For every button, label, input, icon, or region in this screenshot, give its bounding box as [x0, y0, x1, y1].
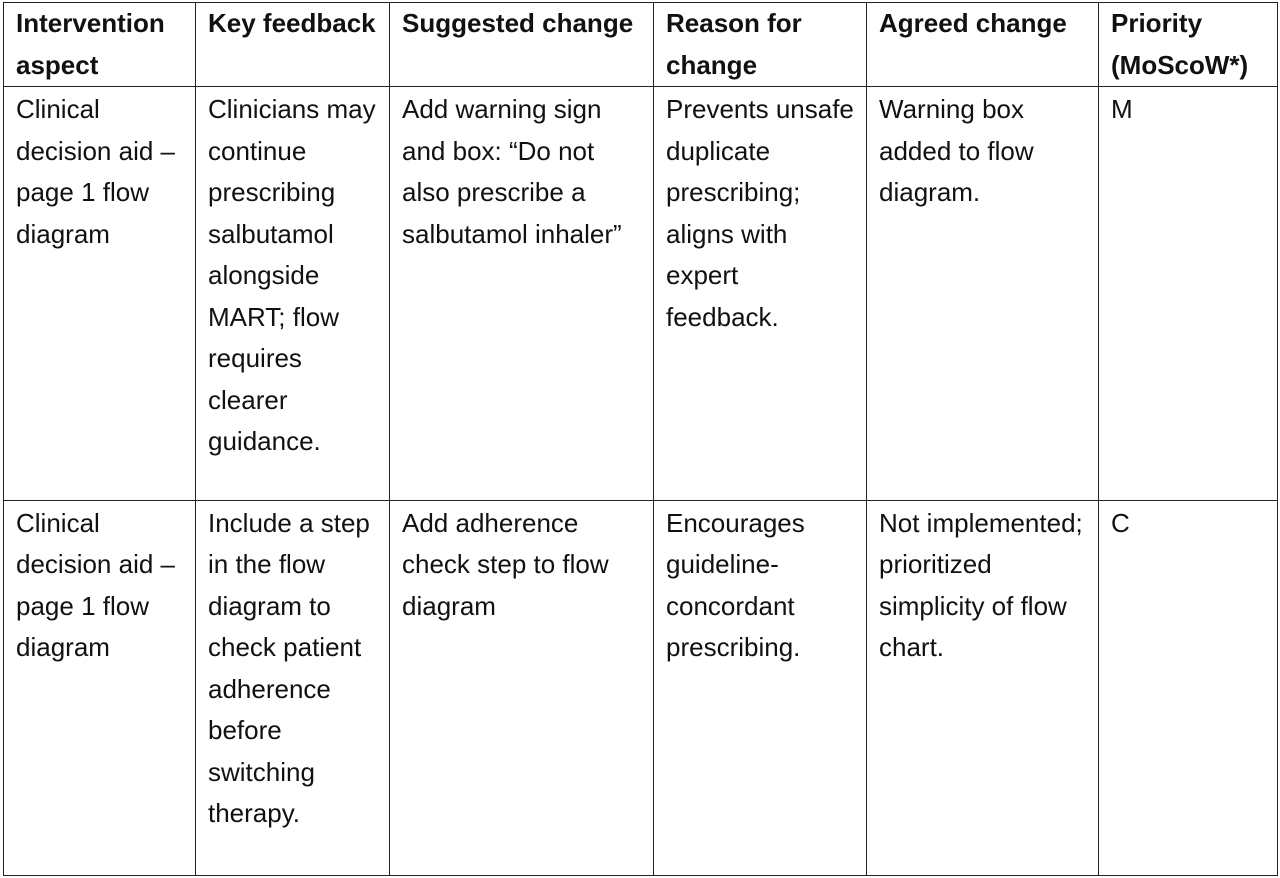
cell-priority: C: [1099, 500, 1278, 875]
header-reason-for-change: Reason for change: [654, 3, 867, 87]
cell-reason-for-change: Prevents unsafe duplicate prescribing; aligns with expert feedback.: [654, 87, 867, 501]
table-row: [4, 500, 1278, 875]
cell-intervention-aspect: Clinical decision aid – page 1 flow diagram: [4, 87, 196, 501]
feedback-table: [3, 2, 1278, 876]
cell-intervention-aspect: Clinical decision aid – page 1 flow diagram: [4, 500, 196, 875]
header-row: [4, 3, 1278, 87]
cell-key-feedback: Include a step in the flow diagram to check patient adherence before switching therapy.: [196, 500, 390, 875]
header-priority: Priority (MoScoW*): [1099, 3, 1278, 87]
cell-key-feedback: Clinicians may continue prescribing salbutamol alongside MART; flow requires clearer guidance.: [196, 87, 390, 501]
cell-priority: M: [1099, 87, 1278, 501]
header-intervention-aspect: Intervention aspect: [4, 3, 196, 87]
cell-suggested-change: Add warning sign and box: “Do not also prescribe a salbutamol inhaler”: [390, 87, 654, 501]
cell-agreed-change: Not implemented; prioritized simplicity of flow chart.: [867, 500, 1099, 875]
cell-agreed-change: Warning box added to flow diagram.: [867, 87, 1099, 501]
cell-suggested-change: Add adherence check step to flow diagram: [390, 500, 654, 875]
header-agreed-change: Agreed change: [867, 3, 1099, 87]
header-key-feedback: Key feedback: [196, 3, 390, 87]
cell-reason-for-change: Encourages guideline-concordant prescribing.: [654, 500, 867, 875]
header-suggested-change: Suggested change: [390, 3, 654, 87]
table-row: [4, 87, 1278, 501]
